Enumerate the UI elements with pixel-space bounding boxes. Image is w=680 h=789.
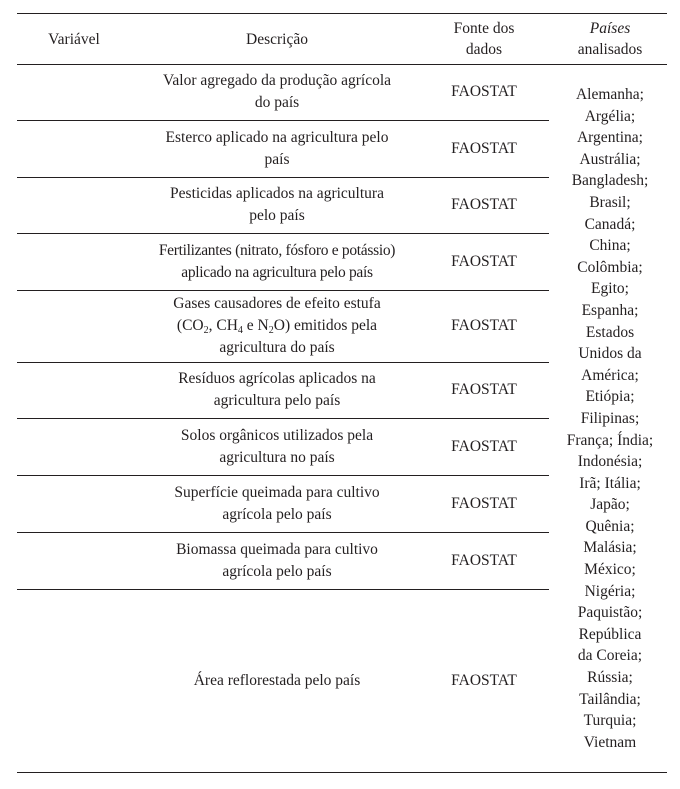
subscript: 2 xyxy=(203,325,209,336)
description-line: aplicado na agricultura pelo país xyxy=(181,264,373,281)
country-line: República xyxy=(578,625,642,643)
country-line: Colômbia; xyxy=(577,258,643,276)
country-line: China; xyxy=(589,237,631,255)
country-line: França; Índia; xyxy=(566,431,654,449)
description-line: Resíduos agrícolas aplicados na xyxy=(178,370,376,387)
country-line: Canadá; xyxy=(584,215,636,233)
row-divider xyxy=(17,532,549,533)
country-line: Vietnam xyxy=(583,733,637,751)
table-row-fonte: FAOSTAT xyxy=(451,253,517,270)
table-row-fonte: FAOSTAT xyxy=(451,196,517,213)
description-line: agricultura pelo país xyxy=(213,392,341,409)
description-line: Superfície queimada para cultivo xyxy=(174,484,380,501)
description-line: Pesticidas aplicados na agricultura xyxy=(170,185,384,202)
description-line: pelo país xyxy=(249,207,305,224)
table-row-fonte: FAOSTAT xyxy=(451,438,517,455)
table-row-description xyxy=(132,670,422,692)
table-row-fonte: FAOSTAT xyxy=(451,317,517,334)
header-paises-line2: analisados xyxy=(577,41,643,58)
country-line: Austrália; xyxy=(579,150,641,168)
country-line: México; xyxy=(584,561,636,579)
country-line: Alemanha; xyxy=(575,86,644,103)
country-line: Brasil; xyxy=(589,193,631,211)
description-fragment: , CH xyxy=(208,317,238,334)
row-divider xyxy=(17,120,549,121)
country-line: Espanha; xyxy=(581,301,639,319)
country-line: Tailândia; xyxy=(579,690,641,708)
country-line: Egito; xyxy=(591,280,629,298)
country-line: Irã; Itália; xyxy=(579,474,641,492)
table-row-description xyxy=(132,368,422,412)
header-variavel: Variável xyxy=(48,31,100,48)
header-descricao: Descrição xyxy=(246,31,308,48)
row-divider xyxy=(17,589,549,590)
description-fragment: (CO xyxy=(176,317,204,334)
header-rule xyxy=(17,64,667,65)
country-line: Nigéria; xyxy=(584,582,636,600)
description-line: Fertilizantes (nitrato, fósforo e potássio) xyxy=(158,242,396,259)
description-fragment: e N xyxy=(242,317,269,334)
table-row-description xyxy=(132,240,422,284)
table-row-description xyxy=(132,183,422,227)
description-line: Área reflorestada pelo país xyxy=(193,672,361,689)
country-line: Japão; xyxy=(590,496,630,514)
description-line: agricultura do país xyxy=(219,339,335,356)
subscript: 4 xyxy=(237,325,243,336)
table-row-fonte: FAOSTAT xyxy=(451,381,517,398)
table-row-fonte: FAOSTAT xyxy=(451,672,517,689)
row-divider xyxy=(17,418,549,419)
subscript: 2 xyxy=(268,325,274,336)
country-line: Turquia; xyxy=(583,712,637,730)
header-paises-line1: Países xyxy=(589,20,631,37)
table-row-fonte: FAOSTAT xyxy=(451,140,517,157)
table-row-fonte: FAOSTAT xyxy=(451,495,517,512)
paises-list xyxy=(548,84,672,753)
country-line: Malásia; xyxy=(583,539,637,557)
table-row-description xyxy=(132,425,422,469)
country-line: Argentina; xyxy=(576,129,643,147)
description-line xyxy=(177,317,377,334)
country-line: Filipinas; xyxy=(580,409,640,427)
row-divider xyxy=(17,290,549,291)
description-line: país xyxy=(264,151,290,168)
description-line: Valor agregado da produção agrícola xyxy=(162,72,392,89)
table-row-description xyxy=(132,539,422,583)
description-line: agrícola pelo país xyxy=(222,506,332,523)
description-line: agrícola pelo país xyxy=(222,563,332,580)
country-line: Estados xyxy=(585,323,635,341)
header-fonte-line1: Fonte dos xyxy=(453,20,515,37)
country-line: Argélia; xyxy=(584,107,636,125)
table-row-description xyxy=(132,70,422,114)
row-divider xyxy=(17,475,549,476)
description-line: Solos orgânicos utilizados pela xyxy=(180,427,374,444)
table-row-fonte: FAOSTAT xyxy=(451,83,517,100)
description-line: Biomassa queimada para cultivo xyxy=(176,541,378,558)
row-divider xyxy=(17,362,549,363)
bottom-rule xyxy=(17,772,667,773)
table-row-description xyxy=(132,293,422,359)
row-divider xyxy=(17,177,549,178)
country-line: da Coreia; xyxy=(577,647,643,665)
country-line: América; xyxy=(581,366,639,384)
country-line: Quênia; xyxy=(585,517,635,535)
top-rule xyxy=(17,13,667,14)
country-line: Bangladesh; xyxy=(571,172,649,190)
table-row-fonte: FAOSTAT xyxy=(451,552,517,569)
country-line: Rússia; xyxy=(587,669,633,687)
description-line: Esterco aplicado na agricultura pelo xyxy=(165,129,389,146)
description-fragment: O) emitidos pela xyxy=(273,317,378,334)
description-line: agricultura no país xyxy=(219,449,335,466)
table-row-description xyxy=(132,482,422,526)
header-fonte-line2: dados xyxy=(465,41,503,58)
row-divider xyxy=(17,233,549,234)
country-line: Unidos da xyxy=(578,345,642,363)
description-line: do país xyxy=(254,94,300,111)
country-line: Etiópia; xyxy=(585,388,635,406)
header-paises xyxy=(548,18,672,60)
header-fonte xyxy=(425,18,543,60)
country-line: Paquistão; xyxy=(577,604,643,622)
table-row-description xyxy=(132,127,422,171)
country-line: Indonésia; xyxy=(577,453,643,471)
description-line: Gases causadores de efeito estufa xyxy=(173,295,381,312)
